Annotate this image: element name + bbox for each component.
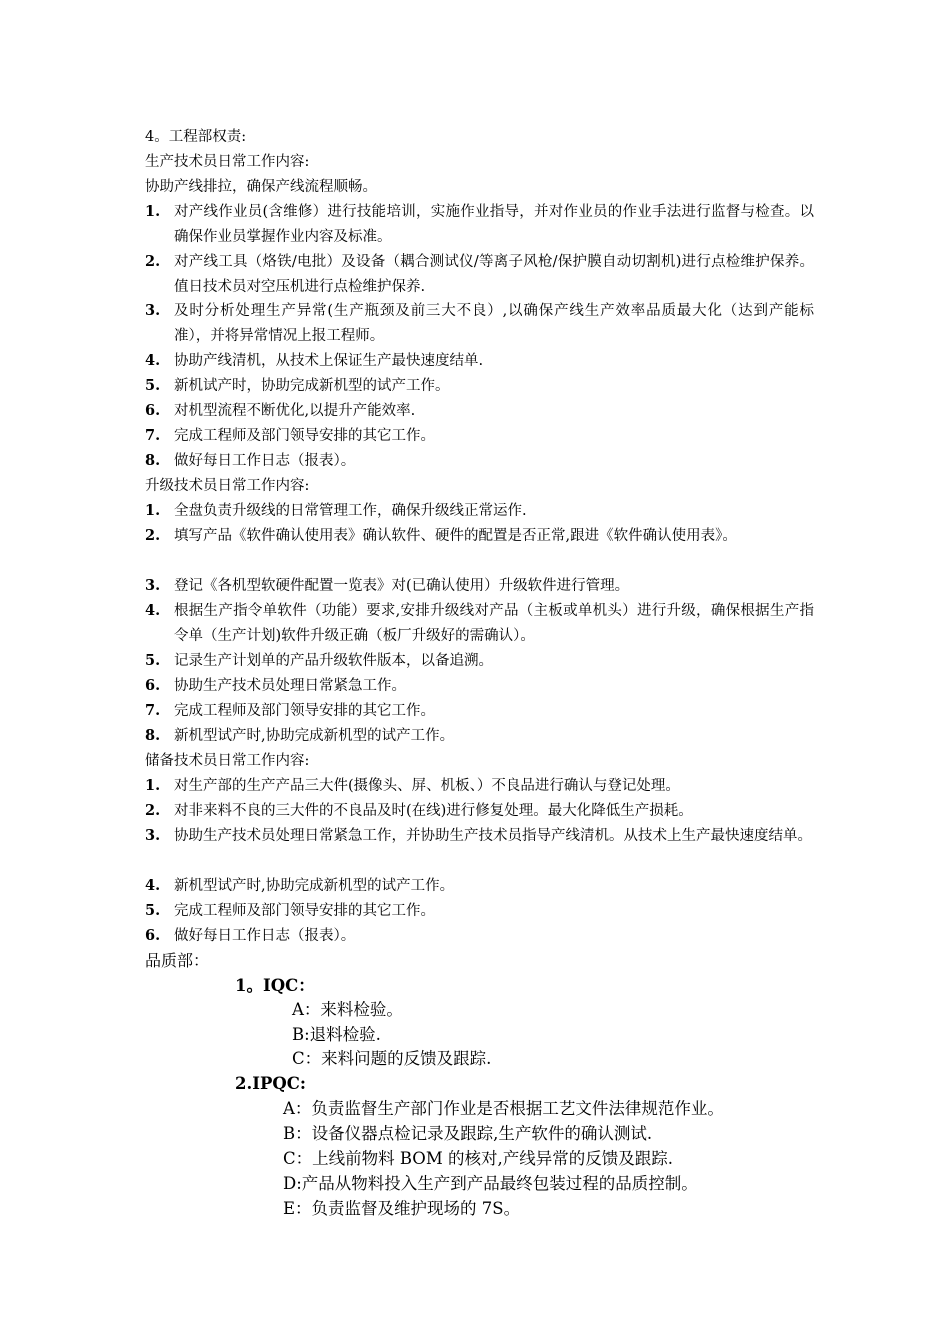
iqc-item: A：来料检验。: [292, 1000, 403, 1019]
ipqc-item: D:产品从物料投入生产到产品最终包装过程的品质控制。: [283, 1174, 698, 1193]
ipqc-item: C：上线前物料 BOM 的核对,产线异常的反馈及跟踪.: [283, 1149, 673, 1168]
prod-item-number: 8.: [145, 452, 161, 469]
upgrade-item-text: 记录生产计划单的产品升级软件版本，以备追溯。: [174, 653, 493, 669]
prod-item-number: 3.: [145, 302, 161, 319]
ipqc-item: B：设备仪器点检记录及跟踪,生产软件的确认测试.: [283, 1124, 653, 1143]
prod-item-text: 对产线作业员(含维修）进行技能培训，实施作业指导，并对作业员的作业手法进行监督与检查。以确保作业员掌握作业内容及标准。: [174, 204, 814, 245]
prod-item-number: 5.: [145, 377, 161, 394]
upgrade-tech-title: 升级技术员日常工作内容:: [145, 478, 310, 494]
prod-item-text: 及时分析处理生产异常(生产瓶颈及前三大不良）,以确保产线生产效率品质最大化（达到产能标准），并将异常情况上报工程师。: [174, 303, 814, 344]
prod-item-text: 对机型流程不断优化,以提升产能效率.: [174, 403, 416, 419]
ipqc-item: A：负责监督生产部门作业是否根据工艺文件法律规范作业。: [283, 1099, 724, 1118]
prod-item-number: 7.: [145, 427, 161, 444]
reserve-item-text: 协助生产技术员处理日常紧急工作，并协助生产技术员指导产线清机。从技术上生产最快速度结单。: [174, 828, 812, 844]
iqc-title: 1。IQC：: [235, 976, 315, 995]
reserve-item-text: 新机型试产时,协助完成新机型的试产工作。: [174, 878, 455, 894]
reserve-item-number: 4.: [145, 877, 161, 894]
prod-item-number: 6.: [145, 402, 161, 419]
prod-tech-title: 生产技术员日常工作内容:: [145, 154, 310, 170]
iqc-item: C：来料问题的反馈及跟踪.: [292, 1049, 492, 1068]
upgrade-item-number: 2.: [145, 527, 161, 544]
prod-item-text: 协助产线清机，从技术上保证生产最快速度结单.: [174, 353, 484, 369]
section-heading-engineering: 4。工程部权责:: [145, 129, 247, 145]
section-heading-quality: 品质部：: [145, 951, 210, 970]
upgrade-item-text: 登记《各机型软硬件配置一览表》对(已确认使用）升级软件进行管理。: [174, 578, 630, 594]
upgrade-item-number: 7.: [145, 702, 161, 719]
prod-item-text: 对产线工具（烙铁/电批）及设备（耦合测试仪/等离子风枪/保护膜自动切割机)进行点检维护保养。值日技术员对空压机进行点检维护保养.: [174, 254, 814, 295]
upgrade-item-number: 1.: [145, 502, 161, 519]
prod-item-text: 完成工程师及部门领导安排的其它工作。: [174, 428, 435, 444]
reserve-item-text: 完成工程师及部门领导安排的其它工作。: [174, 903, 435, 919]
reserve-item-number: 6.: [145, 927, 161, 944]
upgrade-item-text: 根据生产指令单软件（功能）要求,安排升级线对产品（主板或单机头）进行升级，确保根据生产指令单（生产计划)软件升级正确（板厂升级好的需确认）。: [174, 603, 814, 644]
iqc-item: B:退料检验.: [292, 1025, 381, 1044]
upgrade-item-number: 8.: [145, 727, 161, 744]
reserve-item-number: 3.: [145, 827, 161, 844]
ipqc-title: 2.IPQC:: [235, 1074, 306, 1093]
upgrade-item-text: 全盘负责升级线的日常管理工作，确保升级线正常运作.: [174, 503, 527, 519]
reserve-item-number: 1.: [145, 777, 161, 794]
upgrade-item-number: 4.: [145, 602, 161, 619]
prod-tech-intro: 协助产线排拉，确保产线流程顺畅。: [145, 179, 377, 195]
reserve-item-number: 5.: [145, 902, 161, 919]
upgrade-item-number: 5.: [145, 652, 161, 669]
reserve-item-text: 对非来料不良的三大件的不良品及时(在线)进行修复处理。最大化降低生产损耗。: [174, 803, 693, 819]
prod-item-number: 1.: [145, 203, 161, 220]
reserve-item-number: 2.: [145, 802, 161, 819]
ipqc-item: E：负责监督及维护现场的 7S。: [283, 1199, 521, 1218]
prod-item-number: 4.: [145, 352, 161, 369]
reserve-item-text: 对生产部的生产产品三大件(摄像头、屏、机板、）不良品进行确认与登记处理。: [174, 778, 680, 794]
reserve-tech-title: 储备技术员日常工作内容:: [145, 753, 310, 769]
upgrade-item-text: 新机型试产时,协助完成新机型的试产工作。: [174, 728, 455, 744]
upgrade-item-number: 3.: [145, 577, 161, 594]
prod-item-text: 新机试产时，协助完成新机型的试产工作。: [174, 378, 450, 394]
upgrade-item-text: 协助生产技术员处理日常紧急工作。: [174, 678, 406, 694]
upgrade-item-number: 6.: [145, 677, 161, 694]
upgrade-item-text: 填写产品《软件确认使用表》确认软件、硬件的配置是否正常,跟进《软件确认使用表》。: [174, 528, 737, 544]
prod-item-number: 2.: [145, 253, 161, 270]
prod-item-text: 做好每日工作日志（报表）。: [174, 453, 356, 469]
upgrade-item-text: 完成工程师及部门领导安排的其它工作。: [174, 703, 435, 719]
reserve-item-text: 做好每日工作日志（报表）。: [174, 928, 356, 944]
